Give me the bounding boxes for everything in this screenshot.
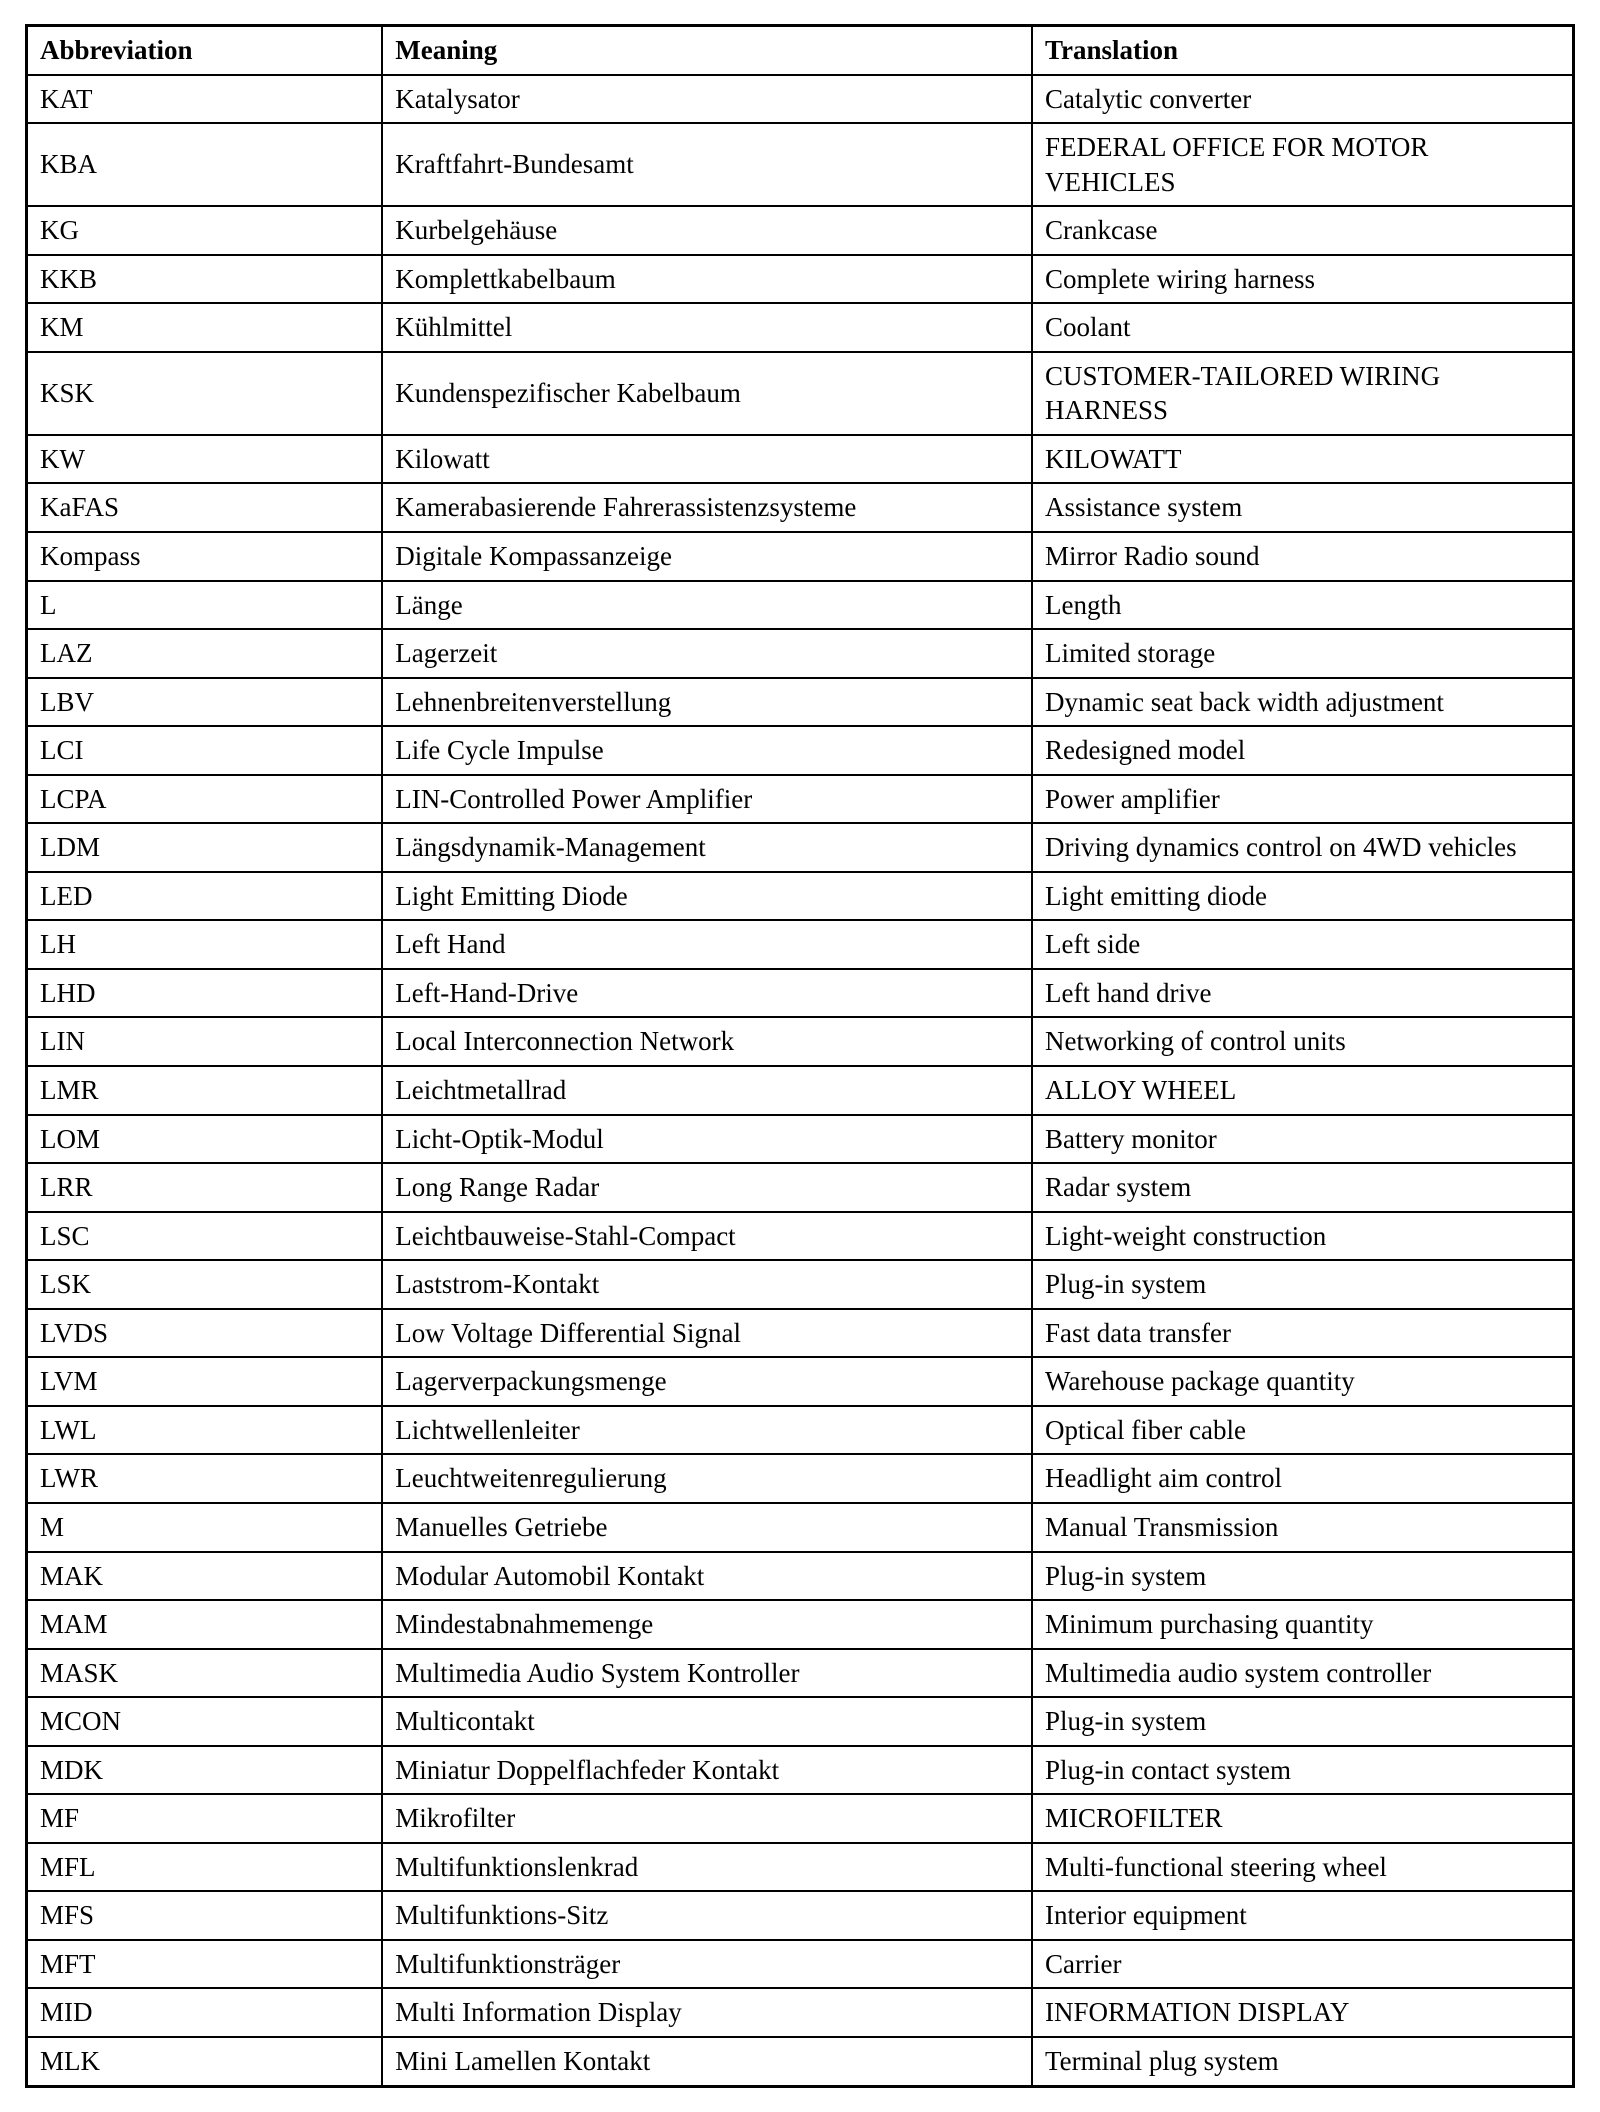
table-row [27, 435, 1574, 484]
table-row [27, 969, 1574, 1018]
table-row [27, 775, 1574, 824]
cell-meaning: Kamerabasierende Fahrerassistenzsysteme [382, 483, 1032, 532]
cell-translation: Interior equipment [1032, 1891, 1573, 1940]
cell-translation: Limited storage [1032, 629, 1573, 678]
table-row [27, 1212, 1574, 1261]
cell-abbreviation: LDM [27, 823, 383, 872]
cell-meaning: Kundenspezifischer Kabelbaum [382, 352, 1032, 435]
cell-abbreviation: LIN [27, 1017, 383, 1066]
cell-translation: Radar system [1032, 1163, 1573, 1212]
cell-meaning: Life Cycle Impulse [382, 726, 1032, 775]
table-row [27, 1843, 1574, 1892]
table-row [27, 2037, 1574, 2086]
table-row [27, 532, 1574, 581]
cell-meaning: Lehnenbreitenverstellung [382, 678, 1032, 727]
abbreviation-table [25, 24, 1575, 2088]
cell-meaning: Komplettkabelbaum [382, 255, 1032, 304]
cell-translation: MICROFILTER [1032, 1794, 1573, 1843]
cell-meaning: Modular Automobil Kontakt [382, 1552, 1032, 1601]
cell-meaning: Kraftfahrt-Bundesamt [382, 123, 1032, 206]
table-row [27, 123, 1574, 206]
cell-abbreviation: MAM [27, 1600, 383, 1649]
cell-meaning: Kühlmittel [382, 303, 1032, 352]
cell-translation: Left hand drive [1032, 969, 1573, 1018]
cell-translation: Plug-in system [1032, 1697, 1573, 1746]
cell-translation: Warehouse package quantity [1032, 1357, 1573, 1406]
cell-meaning: Leuchtweitenregulierung [382, 1454, 1032, 1503]
cell-abbreviation: KaFAS [27, 483, 383, 532]
table-row [27, 1357, 1574, 1406]
cell-abbreviation: KKB [27, 255, 383, 304]
cell-meaning: Längsdynamik-Management [382, 823, 1032, 872]
table-row [27, 352, 1574, 435]
header-meaning: Meaning [382, 26, 1032, 75]
cell-abbreviation: MCON [27, 1697, 383, 1746]
cell-meaning: Miniatur Doppelflachfeder Kontakt [382, 1746, 1032, 1795]
table-row [27, 1891, 1574, 1940]
cell-abbreviation: MFT [27, 1940, 383, 1989]
cell-meaning: Mindestabnahmemenge [382, 1600, 1032, 1649]
cell-abbreviation: LWR [27, 1454, 383, 1503]
cell-meaning: Lagerzeit [382, 629, 1032, 678]
cell-translation: Light-weight construction [1032, 1212, 1573, 1261]
cell-translation: Optical fiber cable [1032, 1406, 1573, 1455]
cell-meaning: Lagerverpackungsmenge [382, 1357, 1032, 1406]
cell-translation: Dynamic seat back width adjustment [1032, 678, 1573, 727]
table-row [27, 581, 1574, 630]
cell-meaning: Leichtbauweise-Stahl-Compact [382, 1212, 1032, 1261]
header-translation: Translation [1032, 26, 1573, 75]
cell-abbreviation: Kompass [27, 532, 383, 581]
table-row [27, 75, 1574, 124]
cell-translation: Fast data transfer [1032, 1309, 1573, 1358]
cell-translation: Power amplifier [1032, 775, 1573, 824]
cell-translation: Driving dynamics control on 4WD vehicles [1032, 823, 1573, 872]
table-row [27, 1066, 1574, 1115]
table-row [27, 1600, 1574, 1649]
cell-translation: Complete wiring harness [1032, 255, 1573, 304]
cell-abbreviation: MASK [27, 1649, 383, 1698]
cell-abbreviation: LVM [27, 1357, 383, 1406]
cell-translation: Length [1032, 581, 1573, 630]
cell-abbreviation: MAK [27, 1552, 383, 1601]
cell-translation: Carrier [1032, 1940, 1573, 1989]
cell-abbreviation: LCI [27, 726, 383, 775]
cell-translation: Terminal plug system [1032, 2037, 1573, 2086]
table-row [27, 629, 1574, 678]
cell-translation: Plug-in contact system [1032, 1746, 1573, 1795]
table-row [27, 1503, 1574, 1552]
cell-translation: FEDERAL OFFICE FOR MOTOR VEHICLES [1032, 123, 1573, 206]
header-abbreviation: Abbreviation [27, 26, 383, 75]
cell-abbreviation: M [27, 1503, 383, 1552]
table-row [27, 255, 1574, 304]
cell-translation: Battery monitor [1032, 1115, 1573, 1164]
cell-meaning: Mikrofilter [382, 1794, 1032, 1843]
table-row [27, 920, 1574, 969]
cell-translation: Coolant [1032, 303, 1573, 352]
cell-meaning: Low Voltage Differential Signal [382, 1309, 1032, 1358]
table-row [27, 1260, 1574, 1309]
cell-meaning: Light Emitting Diode [382, 872, 1032, 921]
cell-meaning: Kurbelgehäuse [382, 206, 1032, 255]
cell-abbreviation: KAT [27, 75, 383, 124]
cell-translation: Catalytic converter [1032, 75, 1573, 124]
cell-meaning: Kilowatt [382, 435, 1032, 484]
cell-translation: Multimedia audio system controller [1032, 1649, 1573, 1698]
cell-meaning: Multifunktionslenkrad [382, 1843, 1032, 1892]
cell-meaning: Left-Hand-Drive [382, 969, 1032, 1018]
cell-meaning: Multi Information Display [382, 1988, 1032, 2037]
cell-abbreviation: LVDS [27, 1309, 383, 1358]
cell-meaning: Mini Lamellen Kontakt [382, 2037, 1032, 2086]
table-row [27, 1163, 1574, 1212]
cell-translation: Multi-functional steering wheel [1032, 1843, 1573, 1892]
table-body [27, 75, 1574, 2086]
cell-meaning: Local Interconnection Network [382, 1017, 1032, 1066]
table-row [27, 1988, 1574, 2037]
table-row [27, 483, 1574, 532]
cell-translation: Headlight aim control [1032, 1454, 1573, 1503]
cell-abbreviation: KG [27, 206, 383, 255]
cell-abbreviation: KSK [27, 352, 383, 435]
table-row [27, 1794, 1574, 1843]
cell-abbreviation: LSC [27, 1212, 383, 1261]
table-row [27, 1649, 1574, 1698]
cell-meaning: Katalysator [382, 75, 1032, 124]
cell-meaning: Lichtwellenleiter [382, 1406, 1032, 1455]
cell-meaning: Left Hand [382, 920, 1032, 969]
cell-abbreviation: LAZ [27, 629, 383, 678]
cell-abbreviation: LWL [27, 1406, 383, 1455]
cell-abbreviation: MFL [27, 1843, 383, 1892]
table-row [27, 678, 1574, 727]
cell-abbreviation: LED [27, 872, 383, 921]
cell-meaning: Digitale Kompassanzeige [382, 532, 1032, 581]
cell-translation: Plug-in system [1032, 1260, 1573, 1309]
cell-meaning: Laststrom-Kontakt [382, 1260, 1032, 1309]
cell-translation: Networking of control units [1032, 1017, 1573, 1066]
cell-translation: Minimum purchasing quantity [1032, 1600, 1573, 1649]
cell-translation: KILOWATT [1032, 435, 1573, 484]
cell-abbreviation: L [27, 581, 383, 630]
cell-meaning: LIN-Controlled Power Amplifier [382, 775, 1032, 824]
cell-translation: CUSTOMER-TAILORED WIRING HARNESS [1032, 352, 1573, 435]
cell-meaning: Multifunktions-Sitz [382, 1891, 1032, 1940]
cell-abbreviation: LHD [27, 969, 383, 1018]
cell-translation: Assistance system [1032, 483, 1573, 532]
cell-translation: Crankcase [1032, 206, 1573, 255]
cell-abbreviation: MFS [27, 1891, 383, 1940]
cell-abbreviation: LMR [27, 1066, 383, 1115]
table-row [27, 1406, 1574, 1455]
table-row [27, 1309, 1574, 1358]
cell-abbreviation: KM [27, 303, 383, 352]
cell-abbreviation: LH [27, 920, 383, 969]
header-row [27, 26, 1574, 75]
cell-abbreviation: LRR [27, 1163, 383, 1212]
table-row [27, 1940, 1574, 1989]
cell-meaning: Multifunktionsträger [382, 1940, 1032, 1989]
cell-abbreviation: MF [27, 1794, 383, 1843]
cell-abbreviation: MDK [27, 1746, 383, 1795]
cell-translation: Mirror Radio sound [1032, 532, 1573, 581]
cell-abbreviation: LOM [27, 1115, 383, 1164]
table-row [27, 726, 1574, 775]
cell-translation: INFORMATION DISPLAY [1032, 1988, 1573, 2037]
table-row [27, 1552, 1574, 1601]
cell-abbreviation: LSK [27, 1260, 383, 1309]
table-row [27, 1115, 1574, 1164]
cell-meaning: Multimedia Audio System Kontroller [382, 1649, 1032, 1698]
cell-meaning: Manuelles Getriebe [382, 1503, 1032, 1552]
cell-abbreviation: LCPA [27, 775, 383, 824]
table-row [27, 872, 1574, 921]
table-row [27, 1746, 1574, 1795]
cell-meaning: Licht-Optik-Modul [382, 1115, 1032, 1164]
cell-translation: Manual Transmission [1032, 1503, 1573, 1552]
table-row [27, 303, 1574, 352]
cell-abbreviation: MID [27, 1988, 383, 2037]
cell-translation: Redesigned model [1032, 726, 1573, 775]
table-row [27, 1454, 1574, 1503]
cell-meaning: Länge [382, 581, 1032, 630]
cell-meaning: Leichtmetallrad [382, 1066, 1032, 1115]
cell-abbreviation: LBV [27, 678, 383, 727]
table-row [27, 823, 1574, 872]
cell-abbreviation: KW [27, 435, 383, 484]
table-row [27, 206, 1574, 255]
table-row [27, 1697, 1574, 1746]
cell-meaning: Multicontakt [382, 1697, 1032, 1746]
cell-abbreviation: KBA [27, 123, 383, 206]
cell-meaning: Long Range Radar [382, 1163, 1032, 1212]
cell-translation: ALLOY WHEEL [1032, 1066, 1573, 1115]
cell-translation: Plug-in system [1032, 1552, 1573, 1601]
cell-abbreviation: MLK [27, 2037, 383, 2086]
cell-translation: Left side [1032, 920, 1573, 969]
table-row [27, 1017, 1574, 1066]
cell-translation: Light emitting diode [1032, 872, 1573, 921]
